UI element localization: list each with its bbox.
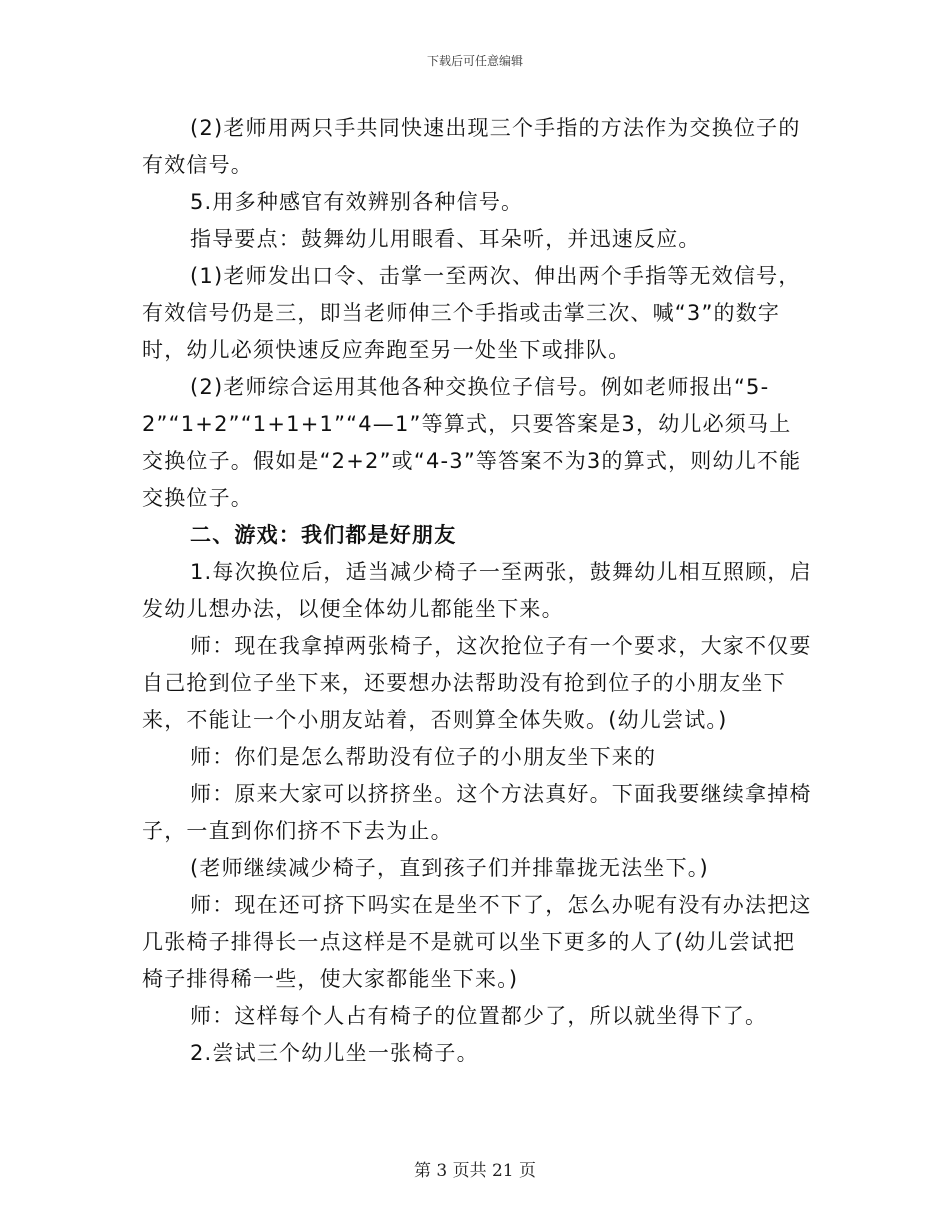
page-header: 下载后可任意编辑	[426, 54, 523, 68]
document-body	[142, 110, 812, 1072]
paragraph: 师：这样每个人占有椅子的位置都少了，所以就坐得下了。	[190, 1004, 768, 1028]
section-heading: 二、游戏：我们都是好朋友	[190, 523, 457, 547]
paragraph: 师：现在还可挤下吗实在是坐不下了，怎么办呢有没有办法把这几张椅子排得长一点这样是不是就可以坐下更多的人了(幼儿尝试把椅子排得稀一些，使大家都能坐下来。)	[142, 893, 812, 991]
paragraph: (2)老师用两只手共同快速出现三个手指的方法作为交换位子的有效信号。	[142, 116, 801, 177]
paragraph: 师：原来大家可以挤挤坐。这个方法真好。下面我要继续拿掉椅子，一直到你们挤不下去为止。	[142, 782, 812, 843]
paragraph: 5.用多种感官有效辨别各种信号。	[190, 190, 524, 214]
paragraph: 指导要点：鼓舞幼儿用眼看、耳朵听，并迅速反应。	[190, 227, 701, 251]
paragraph: (1)老师发出口令、击掌一至两次、伸出两个手指等无效信号，有效信号仍是三，即当老师伸三个手指或击掌三次、喊“3”的数字时，幼儿必须快速反应奔跑至另一处坐下或排队。	[142, 264, 801, 362]
paragraph: 2.尝试三个幼儿坐一张椅子。	[190, 1041, 479, 1065]
paragraph: 师：你们是怎么帮助没有位子的小朋友坐下来的	[190, 745, 657, 769]
paragraph: (老师继续减少椅子，直到孩子们并排靠拢无法坐下。)	[190, 856, 709, 880]
paragraph: 1.每次换位后，适当减少椅子一至两张，鼓舞幼儿相互照顾，启发幼儿想办法，以便全体幼儿都能坐下来。	[142, 560, 812, 621]
paragraph: 师：现在我拿掉两张椅子，这次抢位子有一个要求，大家不仅要自己抢到位子坐下来，还要想办法帮助没有抢到位子的小朋友坐下来，不能让一个小朋友站着，否则算全体失败。(幼儿尝试。)	[142, 634, 812, 732]
page-footer: 第 3 页共 21 页	[413, 1161, 537, 1181]
paragraph: (2)老师综合运用其他各种交换位子信号。例如老师报出“5-2”“1+2”“1+1+1”“4—1”等算式，只要答案是3，幼儿必须马上交换位子。假如是“2+2”或“4-3”等答案不为3的算式，则幼儿不能交换位子。	[142, 375, 802, 510]
